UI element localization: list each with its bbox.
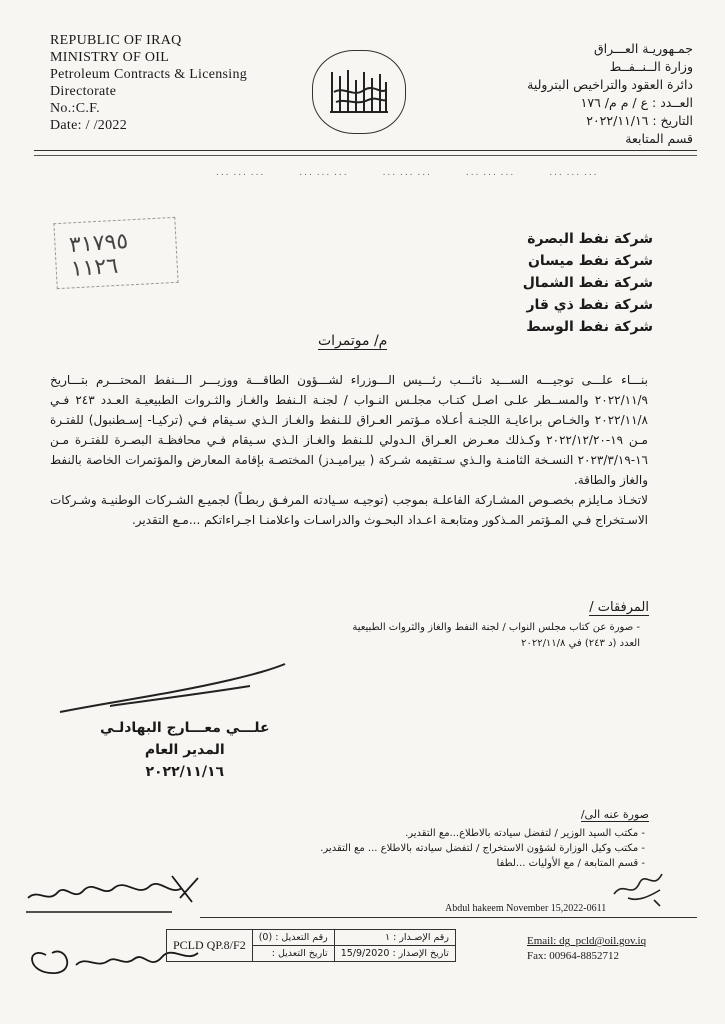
- cc-item: - مكتب السيد الوزير / لتفضل سيادته بالاطلاع...مع التقدير.: [405, 828, 645, 839]
- cc-list: [185, 826, 645, 871]
- ministry-name: MINISTRY OF OIL: [50, 50, 170, 65]
- signatory-title: المدير العام: [144, 742, 225, 758]
- recipient: شركة نفط الوسط: [526, 319, 653, 335]
- stamp-handwriting: [68, 230, 130, 282]
- signatory-name: علـــي معـــارج البهادلـي: [100, 720, 270, 736]
- letter-subject: م/ موتمرات: [318, 333, 388, 349]
- arabic-letterhead: [527, 40, 693, 148]
- recipient: شركة نفط ذي قار: [526, 297, 653, 313]
- recipient: شركة نفط البصرة: [527, 231, 653, 247]
- phone-number: ٠٠٠ ٠٠٠ ٠٠٠: [381, 170, 431, 180]
- cc-item: - مكتب وكيل الوزارة لشؤون الاستخراج / لتفضل سيادته بالاطلاع ... مع التقدير.: [320, 843, 645, 854]
- form-code: PCLD QP.8/F2: [167, 930, 253, 962]
- phone-number: ٠٠٠ ٠٠٠ ٠٠٠: [215, 170, 265, 180]
- header-divider-thin: [34, 155, 697, 156]
- issue-date: تاريخ الإصدار : 15/9/2020: [334, 946, 455, 962]
- recipient: شركة نفط الشمال: [522, 275, 653, 291]
- document-date: Date: / /2022: [50, 118, 127, 133]
- country-name-ar: جمـهوريـة العـــراق: [593, 41, 693, 56]
- stamp-line-1: ٣١٧٩٥: [68, 228, 130, 259]
- body-paragraph-2: لاتخـاذ مـايلزم بخصـوص المشـاركة الفاعلـة بموجب (توجيـه سـيادته المرفـق ربطـاً) لجميـع الشـركات الوطنيـة وشـركات الاسـتخراج فـي المـؤتمر المـذكور ومتابعـة اعـداد البحـوث والدراسـات واعلامنـا اجـراءاتكم ...مـع التقدير.: [50, 493, 648, 527]
- contact-info: [527, 934, 646, 964]
- stamp-line-2: ١١٢٦: [70, 253, 119, 283]
- ministry-name-ar: وزارة الــنــفــط: [609, 59, 693, 74]
- handwritten-initials: [610, 860, 670, 910]
- signature-date: ٢٠٢٢/١١/١٦: [145, 764, 225, 780]
- issue-number: رقم الإصـدار : ١: [334, 930, 455, 946]
- phone-number: ٠٠٠ ٠٠٠ ٠٠٠: [298, 170, 348, 180]
- cc-heading: صورة عنه الى/: [580, 808, 649, 821]
- attachments-item: - صورة عن كتاب مجلس النواب / لجنة النفط والغاز والثروات الطبيعية العدد (د ٢٤٣) في ٢٠٢٢/١١/٨: [352, 622, 640, 649]
- footer-divider: [200, 917, 697, 918]
- handwritten-note: [22, 868, 202, 918]
- cc-item: - قسم المتابعة / مع الأوليات ...لطفا: [496, 858, 645, 869]
- phone-numbers-row: [215, 170, 597, 180]
- author-timestamp: Abdul hakeem November 15,2022-0611: [445, 903, 607, 914]
- calligraphy-emblem-icon: [324, 62, 394, 122]
- directorate-name-2: Directorate: [50, 84, 117, 99]
- document-number-ar: العــدد : ع / م م/ ١٧٦: [580, 95, 693, 110]
- english-letterhead: [50, 32, 247, 134]
- country-name: REPUBLIC OF IRAQ: [50, 33, 182, 48]
- document-date-ar: التاريخ : ٢٠٢٢/١١/١٦: [586, 113, 693, 128]
- document-number: No.:C.F.: [50, 101, 100, 116]
- letter-body: [50, 370, 648, 530]
- revision-number: رقم التعديل : (0): [252, 930, 334, 946]
- department-name-ar: قسم المتابعة: [625, 131, 693, 146]
- revision-date: تاريخ التعديل :: [252, 946, 334, 962]
- document-control-table: [166, 929, 456, 962]
- email-address[interactable]: Email: dg_pcld@oil.gov.iq: [527, 935, 647, 947]
- body-paragraph-1: بنـــاء علـــى توجيـــه الســـيد نائـــب رئـــيس الـــوزراء لشـــؤون الطاقـــة ووزيـــر الـــنفط المحتـــرم بتـــاريخ ٢٠٢٢/١١/٩ والمســطر علـى اصـل كتـاب مجلـس النـواب / لجنـة الـنفط والغـاز والثـروات الطبيعيـة العـدد ٢٤٣ فـي ٢٠٢٢/١١/٨ والخـاص براعايـة اللجنـة أعـلاه مـؤتمر العـراق للـنفط والغـاز الـذي سـيقام فـي (تركيـا- إسـطنبول) للفتـرة مـن ١٩-٢٠٢٢/١٢/٢٠ وكـذلك معـرض العـراق الـدولي للـنفط والغـاز الـذي سـيقام فـي محافظـة البصـرة للفتـرة مـن ١٦-٢٠٢٣/٣/١٩ النسـخة الثامنـة والـذي سـتقيمه شـركة ( بيراميـدز) المختصـة بإقامة المعارض والمؤتمرات الخاصة بالنفط والغاز والطاقة.: [50, 373, 648, 487]
- directorate-name-ar: دائرة العقود والتراخيص البترولية: [527, 77, 693, 92]
- header-divider: [34, 150, 697, 151]
- ministry-logo: [312, 50, 406, 134]
- directorate-name-1: Petroleum Contracts & Licensing: [50, 67, 248, 82]
- attachments-heading: المرفقات /: [589, 600, 649, 615]
- phone-number: ٠٠٠ ٠٠٠ ٠٠٠: [548, 170, 598, 180]
- signatory-block: [100, 717, 270, 783]
- recipients-list: [523, 228, 653, 338]
- fax-number: Fax: 00964-8852712: [527, 950, 619, 962]
- recipient: شركة نفط ميسان: [527, 253, 653, 269]
- phone-number: ٠٠٠ ٠٠٠ ٠٠٠: [464, 170, 515, 180]
